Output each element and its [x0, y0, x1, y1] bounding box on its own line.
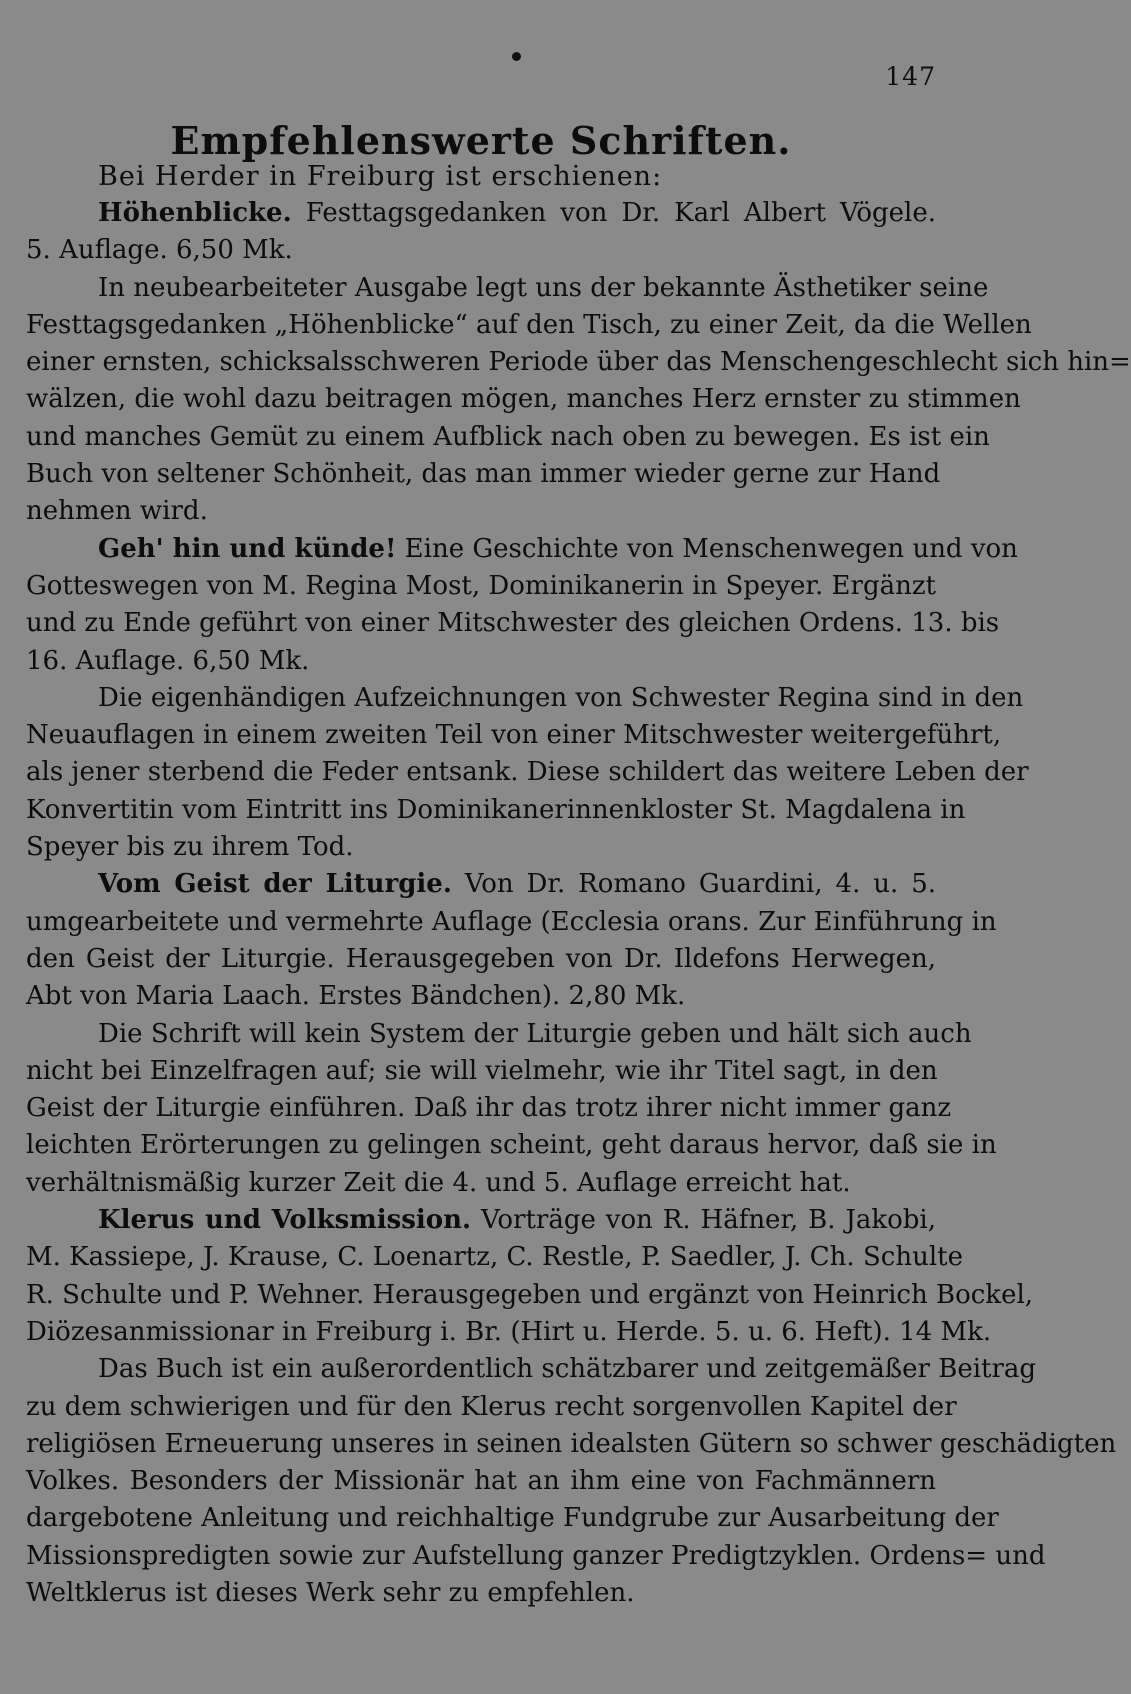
book-title: Klerus und Volksmission. — [98, 1205, 472, 1236]
book-entry — [26, 866, 997, 1202]
entry-line: Abt von Maria Laach. Erstes Bändchen). 2,80 Mk. — [26, 981, 686, 1012]
review-line: zu dem schwierigen und für den Klerus recht sorgenvollen Kapitel der — [26, 1391, 957, 1422]
book-entry — [26, 195, 1131, 531]
entry-headline — [26, 866, 936, 903]
entry-headline — [26, 531, 1018, 568]
review-line: nehmen wird. — [26, 496, 208, 527]
entry-line: umgearbeitete und vermehrte Auflage (Ecclesia orans. Zur Einführung in — [26, 906, 997, 937]
review-line: Festtagsgedanken „Höhenblicke“ auf den Tisch, zu einer Zeit, da die Wellen — [26, 309, 1032, 340]
review-line: dargebotene Anleitung und reichhaltige Fundgrube zur Ausarbeitung der — [26, 1503, 999, 1534]
review-line: In neubearbeiteter Ausgabe legt uns der bekannte Ästhetiker seine — [98, 272, 989, 303]
review-line: Die Schrift will kein System der Liturgie geben und hält sich auch — [98, 1018, 972, 1049]
review-line: Missionspredigten sowie zur Aufstellung ganzer Predigtzyklen. Ordens= und — [26, 1540, 1046, 1571]
entry-line: Gotteswegen von M. Regina Most, Dominikanerin in Speyer. Ergänzt — [26, 570, 936, 601]
review-line: Speyer bis zu ihrem Tod. — [26, 832, 354, 863]
entry-line: 16. Auflage. 6,50 Mk. — [26, 645, 310, 676]
book-entry — [26, 531, 1029, 867]
entry-line: Festtagsgedanken von Dr. Karl Albert Vögele. — [305, 198, 937, 228]
review-line: wälzen, die wohl dazu beitragen mögen, manches Herz ernster zu stimmen — [26, 384, 1021, 415]
review-line: Neuauflagen in einem zweiten Teil von einer Mitschwester weitergeführt, — [26, 720, 1002, 751]
entry-line: Diözesanmissionar in Freiburg i. Br. (Hirt u. Herde. 5. u. 6. Heft). 14 Mk. — [26, 1316, 992, 1347]
review-line: Weltklerus ist dieses Werk sehr zu empfehlen. — [26, 1577, 635, 1608]
review-line: Volkes. Besonders der Missionär hat an ihm eine von Fachmännern — [26, 1466, 936, 1497]
ink-dot — [512, 52, 521, 61]
book-title: Höhenblicke. — [98, 198, 292, 228]
review-line: Konvertitin vom Eintritt ins Dominikanerinnenkloster St. Magdalena in — [26, 794, 966, 825]
page-number: 147 — [885, 62, 936, 91]
review-line: und manches Gemüt zu einem Aufblick nach oben zu bewegen. Es ist ein — [26, 421, 990, 452]
review-line: als jener sterbend die Feder entsank. Diese schildert das weitere Leben der — [26, 757, 1029, 788]
book-title: Geh' hin und künde! — [98, 533, 397, 564]
entry-line: Vorträge von R. Häfner, B. Jakobi, — [481, 1205, 937, 1236]
entry-headline — [26, 195, 936, 232]
entry-line: M. Kassiepe, J. Krause, C. Loenartz, C. Restle, P. Saedler, J. Ch. Schulte — [26, 1242, 963, 1273]
page-title: Empfehlenswerte Schriften. — [170, 118, 792, 163]
review-line: verhältnismäßig kurzer Zeit die 4. und 5. Auflage erreicht hat. — [26, 1167, 851, 1198]
book-title: Vom Geist der Liturgie. — [98, 869, 452, 900]
review-line: Buch von seltener Schönheit, das man immer wieder gerne zur Hand — [26, 459, 941, 490]
book-list — [26, 195, 1131, 1612]
entry-line: Von Dr. Romano Guardini, 4. u. 5. — [464, 869, 937, 900]
entry-line: 5. Auflage. 6,50 Mk. — [26, 235, 293, 266]
review-line: Das Buch ist ein außerordentlich schätzbarer und zeitgemäßer Beitrag — [98, 1354, 1037, 1385]
review-line: einer ernsten, schicksalsschweren Periode über das Menschengeschlecht sich hin= — [26, 347, 1131, 378]
review-line: nicht bei Einzelfragen auf; sie will vielmehr, wie ihr Titel sagt, in den — [26, 1055, 938, 1086]
entry-line: den Geist der Liturgie. Herausgegeben von Dr. Ildefons Herwegen, — [26, 943, 936, 974]
publisher-line: Bei Herder in Freiburg ist erschienen: — [98, 161, 663, 192]
review-line: leichten Erörterungen zu gelingen scheint, geht daraus hervor, daß sie in — [26, 1130, 997, 1161]
entry-headline — [26, 1202, 936, 1239]
entry-line: und zu Ende geführt von einer Mitschwester des gleichen Ordens. 13. bis — [26, 608, 1000, 639]
book-entry — [26, 1202, 1117, 1612]
review-line: Die eigenhändigen Aufzeichnungen von Schwester Regina sind in den — [98, 682, 1024, 713]
entry-line: Eine Geschichte von Menschenwegen und von — [404, 533, 1018, 564]
entry-line: R. Schulte und P. Wehner. Herausgegeben und ergänzt von Heinrich Bockel, — [26, 1279, 1034, 1310]
review-line: religiösen Erneuerung unseres in seinen idealsten Gütern so schwer geschädigten — [26, 1428, 1117, 1459]
book-page — [26, 0, 1131, 1694]
review-line: Geist der Liturgie einführen. Daß ihr das trotz ihrer nicht immer ganz — [26, 1093, 952, 1124]
